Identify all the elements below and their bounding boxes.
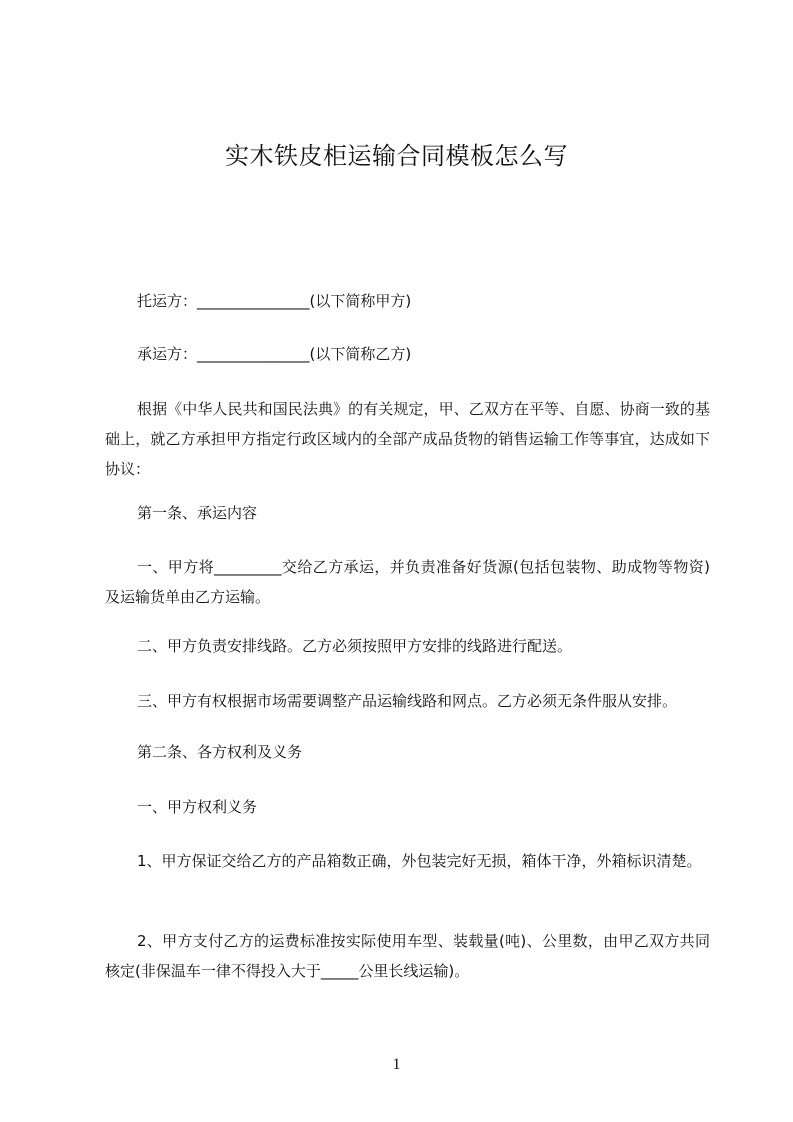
article-2-heading: 第二条、各方权利及义务 [137, 743, 303, 761]
carrier-suffix: (以下简称乙方) [309, 345, 412, 363]
article-2-clause-2 [105, 926, 710, 986]
article-2-clause-2-prefix: 2、甲方支付乙方的运费标准按实际使用车型、装载量(吨)、公里数，由甲乙双方共同核定(非保温车一律不得投入大于 [105, 932, 710, 980]
intro-paragraph: 根据《中华人民共和国民法典》的有关规定，甲、乙双方在平等、自愿、协商一致的基础上，就乙方承担甲方指定行政区域内的全部产成品货物的销售运输工作等事宜，达成如下协议： [105, 400, 710, 478]
consignor-line [105, 286, 710, 316]
carrier-blank: _______________ [197, 345, 310, 363]
carrier-line [105, 339, 710, 369]
carrier-label: 承运方： [137, 345, 198, 363]
page-number: 1 [392, 1056, 401, 1073]
article-1-item-1-prefix: 一、甲方将 [137, 558, 215, 576]
article-2-clause-2-blank: _____ [320, 962, 359, 980]
article-1-item-1 [105, 552, 710, 612]
article-2-clause-2-suffix: 公里长线运输)。 [358, 962, 470, 980]
consignor-label: 托运方： [137, 292, 198, 310]
article-2-subheading: 一、甲方权利义务 [137, 798, 258, 816]
article-2-clause-1: 1、甲方保证交给乙方的产品箱数正确，外包装完好无损，箱体干净，外箱标识清楚。 [137, 852, 702, 870]
article-1-item-2: 二、甲方负责安排线路。乙方必须按照甲方安排的线路进行配送。 [137, 637, 573, 655]
consignor-suffix: (以下简称甲方) [309, 292, 412, 310]
document-title: 实木铁皮柜运输合同模板怎么写 [225, 142, 568, 170]
consignor-blank: _______________ [197, 292, 310, 310]
article-1-item-1-blank: _________ [214, 558, 282, 576]
article-1-item-3: 三、甲方有权根据市场需要调整产品运输线路和网点。乙方必须无条件服从安排。 [137, 692, 678, 710]
article-1-item-1-suffix: 交给乙方承运，并负责准备好货源(包括包装物、助成物等物资)及运输货单由乙方运输。 [105, 558, 710, 606]
article-1-heading: 第一条、承运内容 [137, 504, 258, 522]
